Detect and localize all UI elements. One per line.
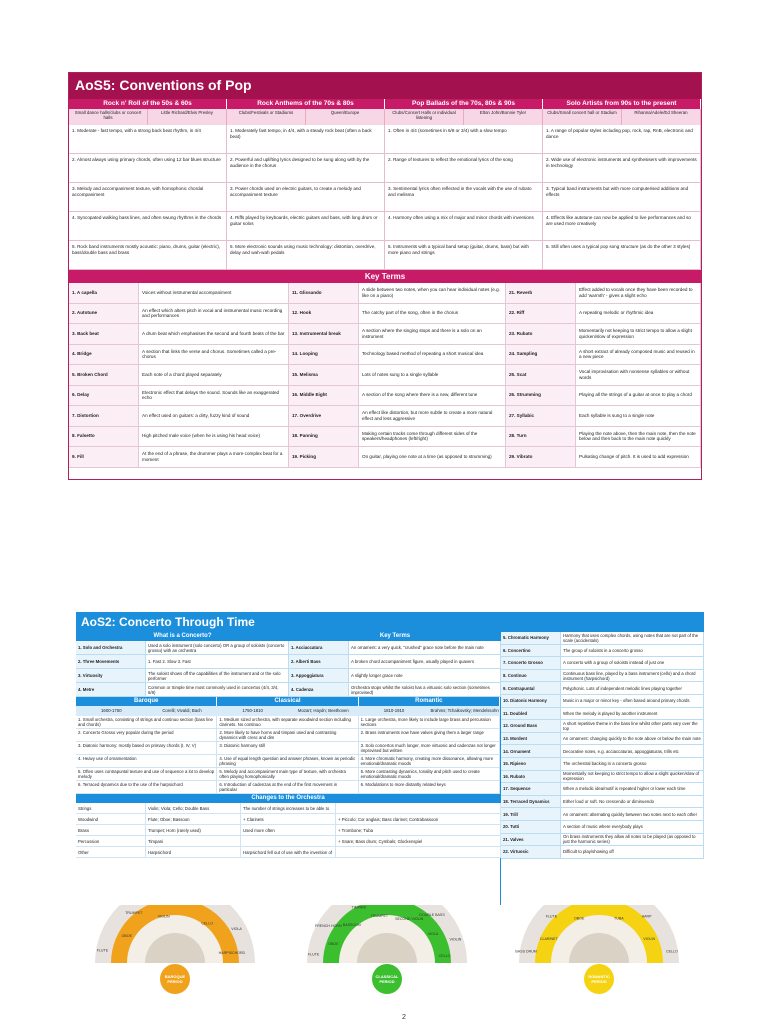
instrument-label: CELLO — [438, 953, 451, 958]
pop-key-terms-table — [69, 283, 701, 468]
key-term-definition: Orchestra stops whilst the soloist has a virtuosic solo section (sometimes improvised) — [349, 683, 501, 697]
key-term: 4. Cadenza — [289, 683, 349, 697]
key-term: 11. Glissando — [289, 283, 359, 304]
instrument-label: CELLO — [201, 921, 214, 926]
key-term-definition: A concerto with a group of soloists instead of just one — [561, 657, 704, 670]
pop-convention-cell: 2. Wide use of electronic instruments and synthesisers with improvements in technology — [543, 154, 701, 183]
key-term: 4. Bridge — [69, 345, 139, 366]
instrument-label: OBOE — [121, 934, 132, 939]
era-name: Baroque — [76, 697, 217, 706]
pop-conventions-table — [69, 125, 701, 270]
era-features — [217, 716, 358, 794]
era-composers: Brahms; Tchaikovsky; Mendelssohn — [430, 708, 499, 713]
era-feature: 6. Introduction of cadenzas at the end of the first movement in particular — [217, 781, 358, 794]
key-term: 17. Overdrive — [289, 406, 359, 427]
key-term: 1. Acciaccatura — [289, 641, 349, 655]
instrument-label: HARP — [641, 914, 652, 919]
pop-convention-cell: 5. Instruments with a typical band setup (guitar, drums, bass) but with more piano and strings — [385, 241, 543, 270]
concerto-feature-description: 1. Fast 2. Slow 3. Fast — [146, 655, 289, 669]
era-feature: 4. Use of equal length question and answer phrases, known as periodic phrasing — [217, 755, 358, 768]
period-label: PERIOD — [167, 979, 183, 984]
key-term: 22. Virtuosic — [501, 846, 561, 859]
key-term: 6. Concertino — [501, 645, 561, 658]
orchestra-change-cell: The number of strings increases to be able to — [241, 803, 336, 814]
key-term-definition: A broken chord accompaniment figure, usually played in quavers — [349, 655, 501, 669]
key-term: 28. Turn — [506, 427, 576, 448]
key-term-definition: An effect like distortion, but more subtle to create a more natural effect and less aggressive — [359, 406, 506, 427]
era-dates: 1810-1910 — [383, 708, 405, 713]
era-dates: 1600-1750 — [101, 708, 122, 713]
key-term-definition: Each note of a chord played separately — [139, 365, 289, 386]
orchestra-change-cell: Harpsichord — [146, 847, 241, 858]
pop-sub-header: Little Richard/Elvis Presley — [148, 109, 227, 125]
key-term: 19. Picking — [289, 447, 359, 468]
pop-convention-cell: 4. Harmony often using a mix of major and minor chords with inversions — [385, 212, 543, 241]
pop-sub-header: Clubs/Concert Halls or individual listening — [385, 109, 464, 125]
changes-orchestra-title: Changes to the Orchestra — [76, 794, 500, 803]
key-term-definition: An effect used on guitars: a dirty, fuzzy kind of sound — [139, 406, 289, 427]
concerto-feature: 3. Virtuosity — [76, 669, 146, 683]
pop-convention-cell: 4. Effects like autotune can now be applied to live performances and so are used more creatively — [543, 212, 701, 241]
orchestra-change-cell — [336, 847, 501, 858]
key-term-definition: Continuous bass line, played by a bass instrument (cello) and a chord instrument (harpsichord) — [561, 670, 704, 683]
key-term: 27. Syllabic — [506, 406, 576, 427]
key-term-definition: A section where the singing stops and there is a solo on an instrument — [359, 324, 506, 345]
era-feature: 5. Melody and accompaniment main type of texture, with orchestra often playing homophonically — [217, 768, 358, 781]
era-feature: 3. Diatonic harmony: mostly based on primary chords (I, IV, V) — [76, 742, 217, 755]
orchestra-section: Other — [76, 847, 146, 858]
concerto-feature: 2. Three Movements — [76, 655, 146, 669]
key-term-definition: High pitched male voice (when he is using his head voice) — [139, 427, 289, 448]
key-term: 7. Distortion — [69, 406, 139, 427]
pop-column-header: Solo Artists from 90s to the present — [543, 99, 701, 109]
orchestra-change-cell: Timpani — [146, 836, 241, 847]
instrument-label: TIMPANI — [351, 905, 366, 910]
era-feature: 6. Modulations to more distantly related keys — [359, 781, 500, 794]
instrument-label: TRUMPET — [125, 910, 143, 915]
orchestra-change-cell — [241, 836, 336, 847]
instrument-label: VIOLIN — [643, 936, 656, 941]
era-name: Romantic — [359, 697, 500, 706]
pop-convention-cell: 3. Sentimental lyrics often reflected in the vocals with the use of rubato and melisma — [385, 183, 543, 212]
key-term-definition: A repeating melodic or rhythmic idea — [576, 304, 701, 325]
pop-convention-cell: 5. Rock band instruments mostly acoustic: piano, drums, guitar (electric), bass/double bass and brass — [69, 241, 227, 270]
key-term: 1. A capella — [69, 283, 139, 304]
key-term-definition: Polyphonic. Lots of independent melodic lines playing together — [561, 682, 704, 695]
key-term: 19. Trill — [501, 808, 561, 821]
key-term: 2. Autotune — [69, 304, 139, 325]
orchestra-change-cell: Harpsichord fell out of use with the invention of — [241, 847, 336, 858]
key-term: 26. Strumming — [506, 386, 576, 407]
key-term: 14. Ornament — [501, 745, 561, 758]
key-term-definition: Effect added to vocals once they have been recorded to add 'warmth' - gives a slight echo — [576, 283, 701, 304]
era-feature: 6. Terraced dynamics due to the use of the harpsichord — [76, 781, 217, 794]
era-feature: 1. Large orchestra, more likely to include large brass and percussion sections — [359, 716, 500, 729]
key-term: 7. Concerto Grosso — [501, 657, 561, 670]
pop-title: AoS5: Conventions of Pop — [69, 73, 701, 99]
orchestra-change-cell: Trumpet; Horn (rarely used) — [146, 825, 241, 836]
instrument-label: FLUTE — [545, 914, 558, 919]
key-term-definition: On guitar, playing one note at a time (as opposed to strumming) — [359, 447, 506, 468]
era-name: Classical — [217, 697, 358, 706]
key-term-definition: When a melodic idea/motif is repeated higher or lower each time — [561, 783, 704, 796]
pop-convention-cell: 1. Often in 4/4 (sometimes in 6/8 or 3/4) with a slow tempo — [385, 125, 543, 154]
key-term: 9. Contrapuntal — [501, 682, 561, 695]
concerto-key-terms-title: Key Terms — [289, 632, 501, 641]
key-term-definition: The catchy part of the song, often in the chorus — [359, 304, 506, 325]
pop-convention-cell: 3. Melody and accompaniment texture, with homophonic chordal accompaniment — [69, 183, 227, 212]
pop-convention-cell: 1. A range of popular styles including pop, rock, rap, RnB, electronic and dance — [543, 125, 701, 154]
period-label: PERIOD — [591, 979, 607, 984]
era-info — [217, 706, 358, 716]
concerto-feature: 1. Solo and Orchestra — [76, 641, 146, 655]
era-columns — [76, 697, 500, 794]
key-term-definition: Technology based method of repeating a short musical idea — [359, 345, 506, 366]
key-term-definition: Pulsating change of pitch. It is used to add expression — [576, 447, 701, 468]
key-term: 17. Sequence — [501, 783, 561, 796]
pop-convention-cell: 5. More electronic sounds using music technology: distortion, overdrive, delay and wah-wah pedals — [227, 241, 385, 270]
key-term: 16. Middle Eight — [289, 386, 359, 407]
era-info — [359, 706, 500, 716]
pop-sub-header: Rihanna/Adele/Ed Sheeran — [622, 109, 701, 125]
key-term: 9. Fill — [69, 447, 139, 468]
key-term: 21. Valves — [501, 834, 561, 847]
key-term: 14. Looping — [289, 345, 359, 366]
key-term: 2. Alberti Bass — [289, 655, 349, 669]
orchestra-section: Brass — [76, 825, 146, 836]
orchestra-changes-table — [76, 803, 500, 869]
concerto-feature-description: The soloist shows off the capabilities of the instrument and or the solo performer — [146, 669, 289, 683]
key-term-definition: An ornament: a very quick, "crushed" grace note before the main note — [349, 641, 501, 655]
orchestra-section: Strings — [76, 803, 146, 814]
pop-column-header: Rock n' Roll of the 50s & 60s — [69, 99, 227, 109]
era-feature: 4. More chromatic harmony, creating more dissonance, allowing more emotional/dramatic moods — [359, 755, 500, 768]
instrument-label: BASS DRUM — [515, 949, 537, 954]
era-features — [359, 716, 500, 794]
period-label: ROMANTIC — [588, 974, 610, 979]
pop-convention-cell: 2. Powerful and uplifting lyrics designed to be sung along with by the audience in the chorus — [227, 154, 385, 183]
pop-sub-header: Elton John/Bonnie Tyler — [464, 109, 543, 125]
instrument-label: VIOLIN — [449, 937, 462, 942]
key-term-definition: On brass instruments they allow all notes to be played (as opposed to just the harmonic series) — [561, 834, 704, 847]
pop-sub-header: Small dance halls/clubs or concert halls — [69, 109, 148, 125]
key-term-definition: A slide between two notes, when you can hear individual notes (e.g. like on a piano) — [359, 283, 506, 304]
orchestra-change-cell — [336, 803, 501, 814]
key-term: 13. Mordent — [501, 733, 561, 746]
orchestra-diagrams — [76, 905, 704, 994]
key-term-definition: When the melody is played by another instrument — [561, 708, 704, 721]
pop-convention-cell: 4. Syncopated walking bass lines, and often swung rhythms in the chords — [69, 212, 227, 241]
concerto-feature: 4. Metre — [76, 683, 146, 697]
pop-convention-cell: 3. Typical band instruments but with more computerised additions and effects — [543, 183, 701, 212]
era-feature: 3. Solo concertos much longer, more virtuosic and cadenzas not longer improvised but written — [359, 742, 500, 755]
instrument-label — [177, 905, 203, 906]
key-term: 11. Doubled — [501, 708, 561, 721]
key-term-definition: The orchestral backing in a concerto grosso — [561, 758, 704, 771]
period-label: CLASSICAL — [375, 974, 399, 979]
key-term: 12. Ground Bass — [501, 720, 561, 733]
key-term-definition: A section of music where everybody plays — [561, 821, 704, 834]
key-term-definition: Each syllable is sung to a single note — [576, 406, 701, 427]
instrument-label: OBOE — [573, 916, 585, 921]
key-term: 29. Vibrato — [506, 447, 576, 468]
key-term: 16. Rubato — [501, 771, 561, 784]
era-feature: 5. More contrasting dynamics, tonality and pitch used to create emotional/dramatic moods — [359, 768, 500, 781]
key-term-definition: A section that links the verse and chorus. Sometimes called a pre-chorus — [139, 345, 289, 366]
instrument-label: BASSOON — [342, 923, 361, 928]
era-feature: 4. Heavy use of ornamentation — [76, 755, 217, 768]
instrument-label: OBOE — [328, 942, 339, 947]
key-term-definition: An ornament: alternating quickly between two notes next to each other — [561, 808, 704, 821]
key-term-definition: Vocal improvisation with nonsense syllables or without words — [576, 365, 701, 386]
era-feature: 5. Often uses contrapuntal texture and use of sequence a lot to develop melody — [76, 768, 217, 781]
era-column — [217, 697, 358, 794]
pop-convention-cell: 3. Power chords used on electric guitars, to create a melody and accompaniment texture — [227, 183, 385, 212]
key-term-definition: Harmony that uses complex chords, using notes that are not part of the scale (accidentals) — [561, 632, 704, 645]
era-column — [76, 697, 217, 794]
era-composers: Mozart; Haydn; Beethoven — [297, 708, 349, 713]
pop-sub-header: Queen/Europe — [306, 109, 385, 125]
instrument-label: FRENCH HORN — [315, 923, 342, 928]
pop-convention-cell: 2. Range of textures to reflect the emotional lyrics of the song — [385, 154, 543, 183]
key-term: 8. Falsetto — [69, 427, 139, 448]
key-term: 10. Diatonic Harmony — [501, 695, 561, 708]
concerto-feature-description: Used a solo instrument (solo concerto) OR a group of soloists (concerto grosso) with an orchestra — [146, 641, 289, 655]
key-term: 21. Reverb — [506, 283, 576, 304]
key-term: 3. Back beat — [69, 324, 139, 345]
period-label: PERIOD — [379, 979, 395, 984]
key-term: 15. Ripieno — [501, 758, 561, 771]
key-term-definition: Voices without instrumental accompaniment — [139, 283, 289, 304]
instrument-label: SECOND VIOLIN — [395, 917, 424, 922]
orchestra-change-cell: + Piccolo; Cor anglais; Bass clarinet; Contrabassoon — [336, 814, 501, 825]
key-term-definition: Lots of notes sung to a single syllable — [359, 365, 506, 386]
concerto-feature-description: Common or Simple time most commonly used in concertos (4/4, 3/4, 6/8) — [146, 683, 289, 697]
era-feature: 2. More likely to have horns and timpani used and contrasting dynamics with cresc and dim — [217, 729, 358, 742]
key-term: 20. Tutti — [501, 821, 561, 834]
key-term-definition: A slightly longer grace note — [349, 669, 501, 683]
pop-convention-cell: 5. Still often uses a typical pop song structure (as do the other 3 styles) — [543, 241, 701, 270]
key-term: 18. Terraced Dynamics — [501, 796, 561, 809]
key-term: 23. Rubato — [506, 324, 576, 345]
era-features — [76, 716, 217, 794]
key-term-definition: A short repetitive theme in the bass line whilst other parts vary over the top — [561, 720, 704, 733]
instrument-label: HARPSICHORD — [218, 950, 246, 955]
pop-convention-cell: 1. Moderate - fast tempo, with a strong back beat rhythm, in 4/4 — [69, 125, 227, 154]
orchestra-diagram — [292, 905, 482, 994]
page-number: 2 — [402, 1014, 406, 1021]
key-term: 22. Riff — [506, 304, 576, 325]
instrument-label: TRUMPET — [370, 913, 389, 918]
key-term-definition: Electronic effect that delays the sound. Sounds like an exaggerated echo — [139, 386, 289, 407]
key-term-definition: A short extract of already composed music and reused in a new piece — [576, 345, 701, 366]
era-dates: 1750-1810 — [242, 708, 263, 713]
concerto-left-panel — [76, 632, 501, 905]
concerto-key-terms-right — [501, 632, 704, 905]
key-term: 25. Scat — [506, 365, 576, 386]
pop-key-terms-title: Key Terms — [69, 270, 701, 283]
key-term-definition: Music in a major or minor key - often based around primary chords — [561, 695, 704, 708]
period-label: BAROQUE — [164, 974, 186, 979]
instrument-label: FLUTE — [96, 948, 109, 953]
orchestra-diagram — [504, 905, 694, 994]
instrument-label: FLUTE — [307, 952, 320, 957]
pop-sub-header: Clubs/Festivals or Stadiums — [227, 109, 306, 125]
key-term-definition: The group of soloists in a concerto grosso — [561, 645, 704, 658]
key-term-definition: An ornament: changing quickly to the note above or below the main note — [561, 733, 704, 746]
key-term: 5. Chromatic Harmony — [501, 632, 561, 645]
key-term: 13. Instrumental break — [289, 324, 359, 345]
concerto-title: AoS2: Concerto Through Time — [76, 612, 704, 632]
era-feature: 1. Medium sized orchestra, with separate woodwind section including clarinets. No continuo — [217, 716, 358, 729]
orchestra-change-cell: + Snare; Bass drum; Cymbals; Glockenspiel — [336, 836, 501, 847]
key-term: 8. Continuo — [501, 670, 561, 683]
what-is-concerto-table — [76, 641, 289, 697]
key-term-definition: Making certain tracks come through different sides of the speakers/headphones (left/right) — [359, 427, 506, 448]
instrument-label: VIOLA — [231, 927, 242, 932]
key-term: 5. Broken Chord — [69, 365, 139, 386]
era-feature: 2. Brass instruments now have valves giving them a larger range — [359, 729, 500, 742]
era-feature: 3. Diatonic harmony still — [217, 742, 358, 755]
key-term-definition: Decorative notes, e.g. acciaccaturas, appoggiaturas, trills etc — [561, 745, 704, 758]
key-term-definition: An effect which alters pitch in vocal and instrumental music recording and performances — [139, 304, 289, 325]
key-term-definition: Playing all the strings of a guitar at once to play a chord — [576, 386, 701, 407]
instrument-label: CELLO — [665, 949, 678, 954]
instrument-label: DOUBLE BASS — [419, 913, 445, 918]
key-term-definition: Momentarily not keeping to strict tempo to allow a slight quicken/slow of expression — [576, 324, 701, 345]
pop-column-headers — [69, 99, 701, 109]
orchestra-diagram — [80, 905, 270, 994]
orchestra-change-cell: Violin; Viola; Cello; Double Bass — [146, 803, 241, 814]
key-term: 6. Delay — [69, 386, 139, 407]
pop-convention-cell: 4. Riffs played by keyboards, electric guitars and bass, with long drum or guitar solos — [227, 212, 385, 241]
key-term: 3. Appoggiatura — [289, 669, 349, 683]
orchestra-change-cell: Flute; Oboe; Bassoon — [146, 814, 241, 825]
key-term-definition: Either loud or soft. No crescendo or diminuendo — [561, 796, 704, 809]
pop-column-header: Rock Anthems of the 70s & 80s — [227, 99, 385, 109]
pop-sub-header: Clubs/Small concert hall or Stadium — [543, 109, 622, 125]
key-term-definition: At the end of a phrase, the drummer plays a more complex beat for a moment — [139, 447, 289, 468]
pop-sub-headers — [69, 109, 701, 125]
instrument-label: VIOLIN — [157, 914, 170, 919]
orchestra-change-cell: + Trombone; Tuba — [336, 825, 501, 836]
concerto-organiser — [76, 612, 704, 994]
concerto-key-terms-left — [289, 641, 501, 697]
orchestra-change-cell: Used more often — [241, 825, 336, 836]
instrument-label: VIOLA — [427, 931, 439, 936]
era-composers: Corelli; Vivaldi; Bach — [162, 708, 202, 713]
era-info — [76, 706, 217, 716]
pop-organiser — [68, 72, 702, 480]
key-term-definition: Playing the note above, then the main note, then the note below and then back to the main note quickly — [576, 427, 701, 448]
key-term: 24. Sampling — [506, 345, 576, 366]
era-feature: 2. Concerto Grosso very popular during the period — [76, 729, 217, 742]
orchestra-change-cell: + Clarinets — [241, 814, 336, 825]
orchestra-section: Percussion — [76, 836, 146, 847]
key-term-definition: A drum beat which emphasises the second and fourth beats of the bar — [139, 324, 289, 345]
instrument-label: CLARINET — [539, 936, 558, 941]
orchestra-section: Woodwind — [76, 814, 146, 825]
key-term-definition: A section of the song where there is a new, different tune — [359, 386, 506, 407]
key-term-definition: Momentarily not keeping to strict tempo to allow a slight quicken/slow of expression — [561, 771, 704, 784]
key-term: 15. Melisma — [289, 365, 359, 386]
key-term: 18. Panning — [289, 427, 359, 448]
key-term: 12. Hook — [289, 304, 359, 325]
instrument-label: TUBA — [614, 916, 624, 921]
pop-convention-cell: 1. Moderately fast tempo, in 4/4, with a steady rock beat (often a back beat) — [227, 125, 385, 154]
era-feature: 1. Small orchestra, consisting of strings and continuo section (bass line and chords) — [76, 716, 217, 729]
what-is-concerto-title: What is a Concerto? — [76, 632, 289, 641]
era-column — [359, 697, 500, 794]
pop-column-header: Pop Ballads of the 70s, 80s & 90s — [385, 99, 543, 109]
pop-convention-cell: 2. Almost always using primary chords, often using 12 bar blues structure — [69, 154, 227, 183]
key-term-definition: Difficult to play/showing off — [561, 846, 704, 859]
